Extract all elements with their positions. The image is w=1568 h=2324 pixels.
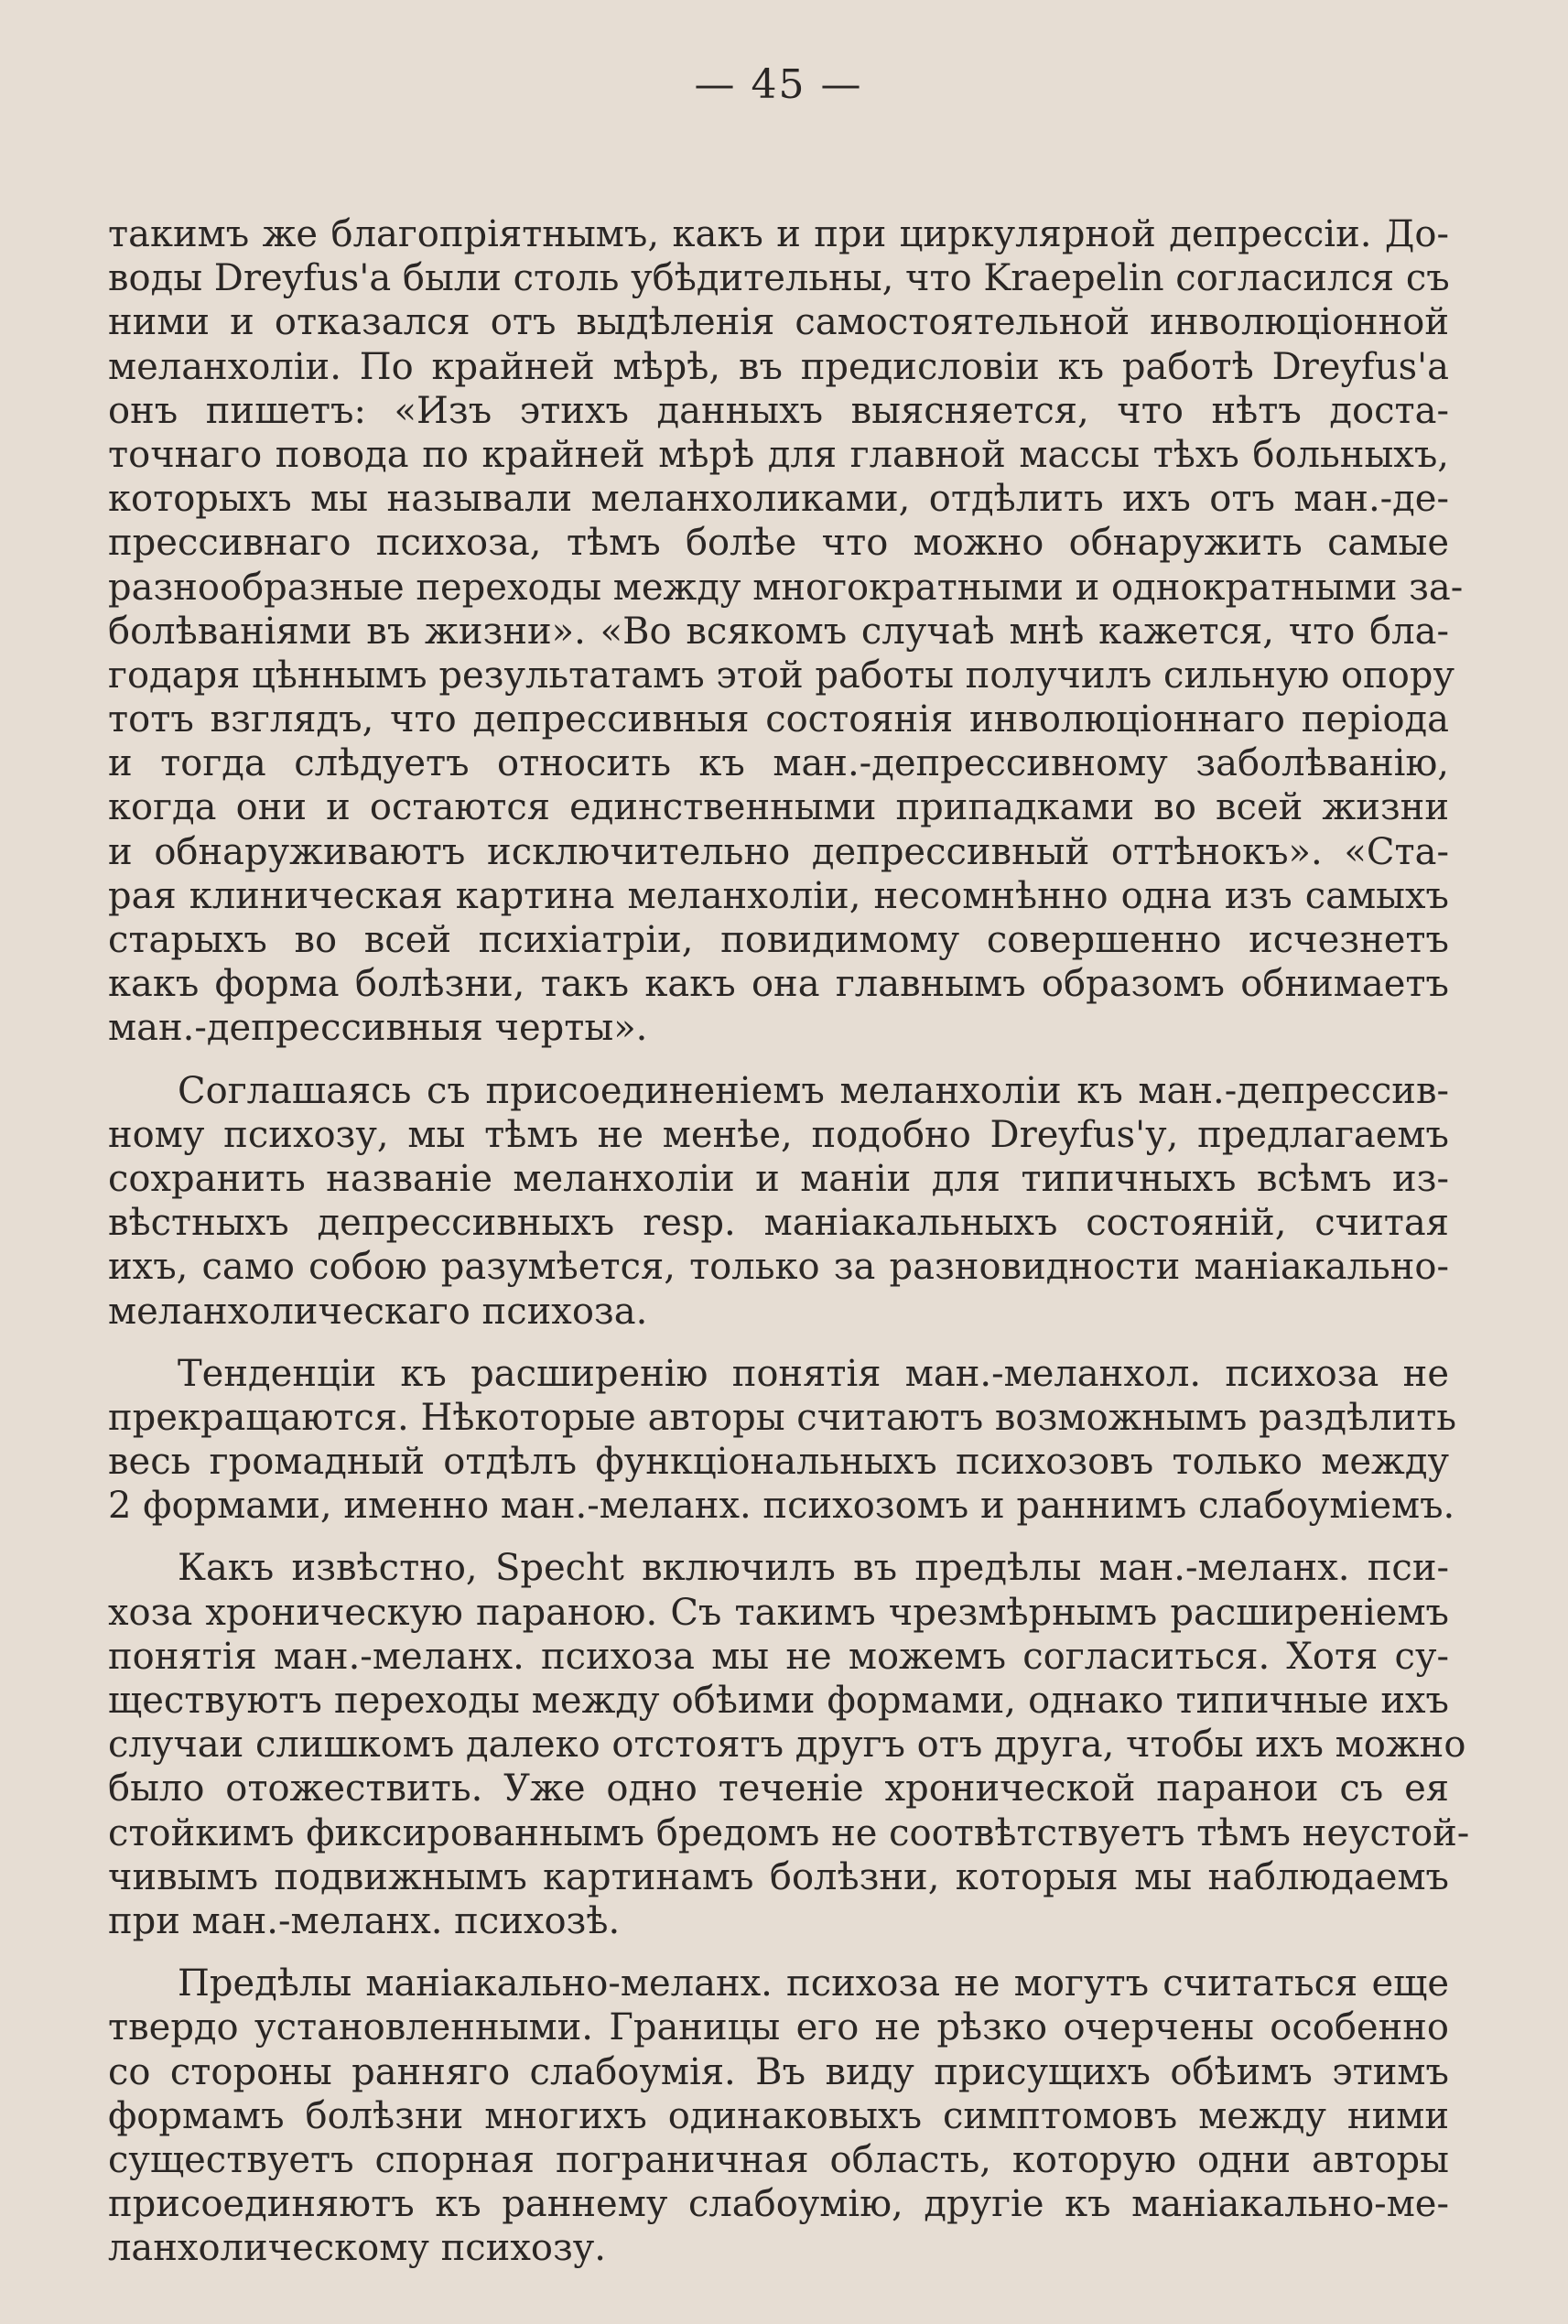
text-line: вѣстныхъ депрессивныхъ resp. маніакальныхъ состояній, считая	[108, 1202, 1449, 1245]
text-line: разнообразные переходы между многократными и однократными за-	[108, 566, 1464, 609]
text-line: 2 формами, именно ман.-меланх. психозомъ и раннимъ слабоуміемъ.	[108, 1485, 1455, 1528]
text-line: меланхоліи. По крайней мѣрѣ, въ предисловіи къ работѣ Dreyfus'а	[108, 345, 1449, 388]
text-line: старыхъ во всей психіатріи, повидимому совершенно исчезнетъ	[108, 919, 1449, 961]
text-line: со стороны ранняго слабоумія. Въ виду присущихъ обѣимъ этимъ	[108, 2050, 1449, 2093]
paragraph	[108, 1962, 1449, 2270]
body-text	[108, 212, 1470, 2270]
text-line: ществуютъ переходы между обѣими формами, однако типичные ихъ	[108, 1680, 1449, 1722]
text-line: случаи слишкомъ далеко отстоятъ другъ отъ друга, чтобы ихъ можно	[108, 1724, 1466, 1767]
text-line: воды Dreyfus'а были столь убѣдительны, что Kraepelin согласился съ	[108, 257, 1450, 300]
text-line: сохранить названіе меланхоліи и маніи для типичныхъ всѣмъ из-	[108, 1157, 1449, 1200]
text-line: и обнаруживаютъ исключительно депрессивный оттѣнокъ». «Ста-	[108, 830, 1449, 873]
text-line: было отожествить. Уже одно теченіе хронической паранои съ ея	[108, 1767, 1449, 1811]
paragraph	[108, 1069, 1449, 1334]
text-line: твердо установленными. Границы его не рѣзко очерчены особенно	[108, 2006, 1449, 2049]
text-line: Предѣлы маніакально-меланх. психоза не могутъ считаться еще	[178, 1962, 1449, 2005]
paragraph	[108, 1546, 1470, 1943]
text-line: ихъ, само собою разумѣется, только за разновидности маніакально-	[108, 1246, 1449, 1289]
text-line: и тогда слѣдуетъ относить къ ман.-депрессивному заболѣванію,	[108, 742, 1449, 785]
text-line: ланхолическому психозу.	[108, 2227, 607, 2270]
text-line: Соглашаясь съ присоединеніемъ меланхоліи къ ман.-депрессив-	[178, 1069, 1449, 1112]
text-line: онъ пишетъ: «Изъ этихъ данныхъ выясняется, что нѣтъ доста-	[108, 389, 1449, 432]
text-line: стойкимъ фиксированнымъ бредомъ не соотвѣтствуетъ тѣмъ неустой-	[108, 1811, 1470, 1854]
text-line: ними и отказался отъ выдѣленія самостоятельной инволюціонной	[108, 301, 1449, 344]
text-line: весь громадный отдѣлъ функціональныхъ психозовъ только между	[108, 1441, 1449, 1484]
text-line: ному психозу, мы тѣмъ не менѣе, подобно Dreyfus'у, предлагаемъ	[108, 1113, 1449, 1156]
paragraph	[108, 212, 1464, 1051]
text-line: чивымъ подвижнымъ картинамъ болѣзни, которыя мы наблюдаемъ	[108, 1855, 1449, 1898]
text-line: болѣваніями въ жизни». «Во всякомъ случаѣ мнѣ кажется, что бла-	[108, 610, 1449, 653]
text-line: прекращаются. Нѣкоторые авторы считаютъ возможнымъ раздѣлить	[108, 1396, 1457, 1439]
text-line: хоза хроническую параною. Съ такимъ чрезмѣрнымъ расширеніемъ	[108, 1591, 1449, 1634]
page-number: — 45 —	[694, 61, 863, 108]
text-line: Тенденціи къ расширенію понятія ман.-меланхол. психоза не	[178, 1352, 1449, 1395]
text-line: точнаго повода по крайней мѣрѣ для главной массы тѣхъ больныхъ,	[108, 433, 1449, 476]
text-line: понятія ман.-меланх. психоза мы не можемъ согласиться. Хотя су-	[108, 1635, 1449, 1678]
text-line: формамъ болѣзни многихъ одинаковыхъ симптомовъ между ними	[108, 2094, 1449, 2137]
text-line: Какъ извѣстно, Specht включилъ въ предѣлы ман.-меланх. пси-	[178, 1547, 1449, 1590]
paragraph	[108, 1352, 1457, 1529]
text-line: рая клиническая картина меланхоліи, несомнѣнно одна изъ самыхъ	[108, 874, 1449, 917]
text-line: существуетъ спорная пограничная область, которую одни авторы	[108, 2138, 1449, 2181]
text-line: такимъ же благопріятнымъ, какъ и при циркулярной депрессіи. До-	[108, 213, 1449, 255]
text-line: когда они и остаются единственными припадками во всей жизни	[108, 786, 1449, 829]
text-line: годаря цѣннымъ результатамъ этой работы получилъ сильную опору	[108, 654, 1454, 697]
text-line: какъ форма болѣзни, такъ какъ она главнымъ образомъ обнимаетъ	[108, 963, 1449, 1006]
text-line: прессивнаго психоза, тѣмъ болѣе что можно обнаружить самые	[108, 522, 1449, 565]
text-line: присоединяютъ къ раннему слабоумію, другіе къ маніакально-ме-	[108, 2183, 1449, 2226]
text-line: при ман.-меланх. психозѣ.	[108, 1899, 621, 1942]
text-line: тотъ взглядъ, что депрессивныя состоянія инволюціоннаго періода	[108, 698, 1449, 741]
text-line: которыхъ мы называли меланхоликами, отдѣлить ихъ отъ ман.-де-	[108, 478, 1449, 521]
text-line: меланхолическаго психоза.	[108, 1290, 648, 1333]
text-line: ман.-депрессивныя черты».	[108, 1007, 648, 1050]
